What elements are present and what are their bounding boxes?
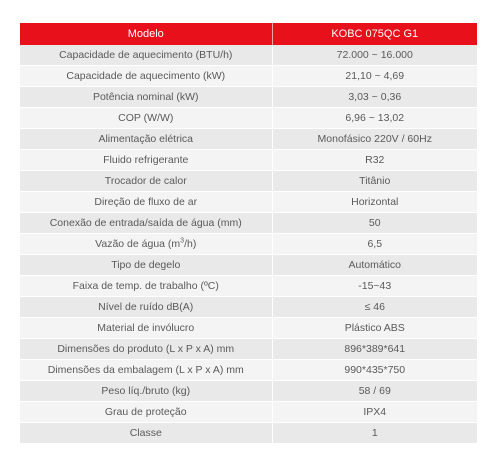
spec-label: Tipo de degelo xyxy=(20,255,272,276)
spec-label xyxy=(20,234,272,255)
spec-value: 1 xyxy=(272,423,477,444)
spec-label: Conexão de entrada/saída de água (mm) xyxy=(20,213,272,234)
spec-value: 896*389*641 xyxy=(272,339,477,360)
spec-label: Dimensões do produto (L x P x A) mm xyxy=(20,339,272,360)
table-row xyxy=(20,339,477,360)
spec-value: 72.000 ~ 16.000 xyxy=(272,45,477,66)
header-row xyxy=(20,23,477,45)
table-row xyxy=(20,192,477,213)
spec-value: Automático xyxy=(272,255,477,276)
table-row xyxy=(20,129,477,150)
spec-label-text: Vazão de água (m xyxy=(95,238,181,250)
spec-value: Monofásico 220V / 60Hz xyxy=(272,129,477,150)
table-row xyxy=(20,402,477,423)
spec-value: ≤ 46 xyxy=(272,297,477,318)
spec-label: Fluido refrigerante xyxy=(20,150,272,171)
table-row xyxy=(20,45,477,66)
table-row xyxy=(20,255,477,276)
table-row xyxy=(20,87,477,108)
spec-table xyxy=(20,23,477,444)
table-row xyxy=(20,381,477,402)
spec-label: Capacidade de aquecimento (BTU/h) xyxy=(20,45,272,66)
table-row xyxy=(20,66,477,87)
spec-label: Peso líq./bruto (kg) xyxy=(20,381,272,402)
spec-label: Material de invólucro xyxy=(20,318,272,339)
spec-value: 6,96 ~ 13,02 xyxy=(272,108,477,129)
spec-label: Grau de proteção xyxy=(20,402,272,423)
table-row xyxy=(20,108,477,129)
header-model-label: Modelo xyxy=(20,23,272,45)
header-model-value: KOBC 075QC G1 xyxy=(272,23,477,45)
table-row xyxy=(20,150,477,171)
spec-value: -15~43 xyxy=(272,276,477,297)
spec-label: Direção de fluxo de ar xyxy=(20,192,272,213)
spec-label: Potência nominal (kW) xyxy=(20,87,272,108)
spec-label: Alimentação elétrica xyxy=(20,129,272,150)
superscript-3: 3 xyxy=(180,237,185,245)
spec-value: 990*435*750 xyxy=(272,360,477,381)
table-row xyxy=(20,171,477,192)
spec-value: 50 xyxy=(272,213,477,234)
table-row xyxy=(20,423,477,444)
spec-value: 21,10 ~ 4,69 xyxy=(272,66,477,87)
spec-label-unit: /h) xyxy=(184,238,197,250)
table-row xyxy=(20,318,477,339)
spec-label: Trocador de calor xyxy=(20,171,272,192)
table-row xyxy=(20,360,477,381)
spec-label: COP (W/W) xyxy=(20,108,272,129)
spec-label: Nível de ruído dB(A) xyxy=(20,297,272,318)
spec-value: R32 xyxy=(272,150,477,171)
spec-label: Classe xyxy=(20,423,272,444)
spec-value: 3,03 ~ 0,36 xyxy=(272,87,477,108)
spec-label: Capacidade de aquecimento (kW) xyxy=(20,66,272,87)
spec-label: Faixa de temp. de trabalho (ºC) xyxy=(20,276,272,297)
spec-value: 6,5 xyxy=(272,234,477,255)
table-row xyxy=(20,297,477,318)
spec-value: 58 / 69 xyxy=(272,381,477,402)
table-row xyxy=(20,213,477,234)
table-row xyxy=(20,234,477,255)
spec-value: IPX4 xyxy=(272,402,477,423)
spec-label: Dimensões da embalagem (L x P x A) mm xyxy=(20,360,272,381)
table-row xyxy=(20,276,477,297)
spec-value: Horizontal xyxy=(272,192,477,213)
spec-value: Titânio xyxy=(272,171,477,192)
spec-value: Plástico ABS xyxy=(272,318,477,339)
